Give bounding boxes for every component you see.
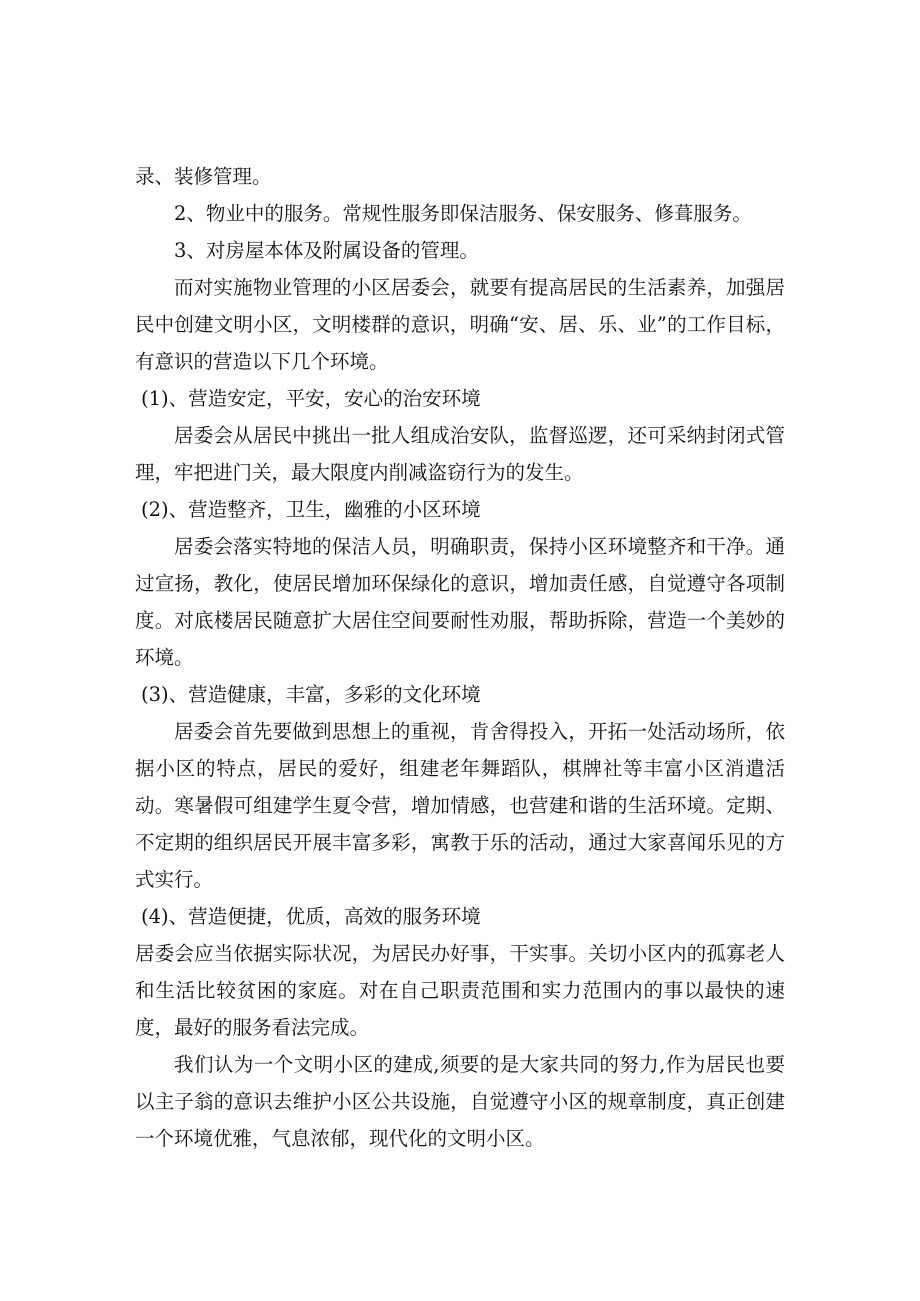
paragraph-conclusion: 我们认为一个文明小区的建成,须要的是大家共同的努力,作为居民也要以主子翁的意识去维护小区公共设施，自觉遵守小区的规章制度，真正创建一个环境优雅，气息浓郁，现代化的文明小区。 bbox=[135, 1053, 785, 1150]
paragraph-sanitation: 居委会落实特地的保洁人员，明确职责，保持小区环境整齐和干净。通过宣扬，教化，使居民增加环保绿化的意识，增加责任感，自觉遵守各项制度。对底楼居民随意扩大居住空间要耐性劝服，帮助拆除，营造一个美妙的环境。 bbox=[135, 535, 785, 669]
paragraph-security: 居委会从居民中挑出一批人组成治安队，监督巡逻，还可采纳封闭式管理，牢把进门关，最大限度内削减盗窃行为的发生。 bbox=[135, 424, 785, 484]
paragraph-continuation: 录、装修管理。 bbox=[135, 165, 272, 188]
paragraph-building-management: 3、对房屋本体及附属设备的管理。 bbox=[174, 239, 479, 262]
section-heading-culture: (3)、营造健康，丰富，多彩的文化环境 bbox=[141, 683, 481, 706]
paragraph-culture: 居委会首先要做到思想上的重视，肯舍得投入，开拓一处活动场所，依据小区的特点，居民的爱好，组建老年舞蹈队，棋牌社等丰富小区消遣活动。寒暑假可组建学生夏令营，增加情感，也营建和谐的生活环境。定期、不定期的组织居民开展丰富多彩，寓教于乐的活动，通过大家喜闻乐见的方式实行。 bbox=[135, 720, 785, 891]
section-heading-security: (1)、营造安定，平安，安心的治安环境 bbox=[141, 387, 481, 410]
paragraph-service: 居委会应当依据实际状况，为居民办好事，干实事。关切小区内的孤寡老人和生活比较贫困的家庭。对在自己职责范围和实力范围内的事以最快的速度，最好的服务看法完成。 bbox=[135, 942, 785, 1039]
document-body bbox=[135, 158, 785, 1157]
section-heading-service: (4)、营造便捷，优质，高效的服务环境 bbox=[141, 905, 481, 928]
paragraph-property-services: 2、物业中的服务。常规性服务即保洁服务、保安服务、修葺服务。 bbox=[174, 202, 752, 225]
section-heading-sanitation: (2)、营造整齐，卫生，幽雅的小区环境 bbox=[141, 498, 481, 521]
paragraph-committee-intro: 而对实施物业管理的小区居委会，就要有提高居民的生活素养，加强居民中创建文明小区，文明楼群的意识，明确“安、居、乐、业”的工作目标，有意识的营造以下几个环境。 bbox=[135, 276, 785, 373]
